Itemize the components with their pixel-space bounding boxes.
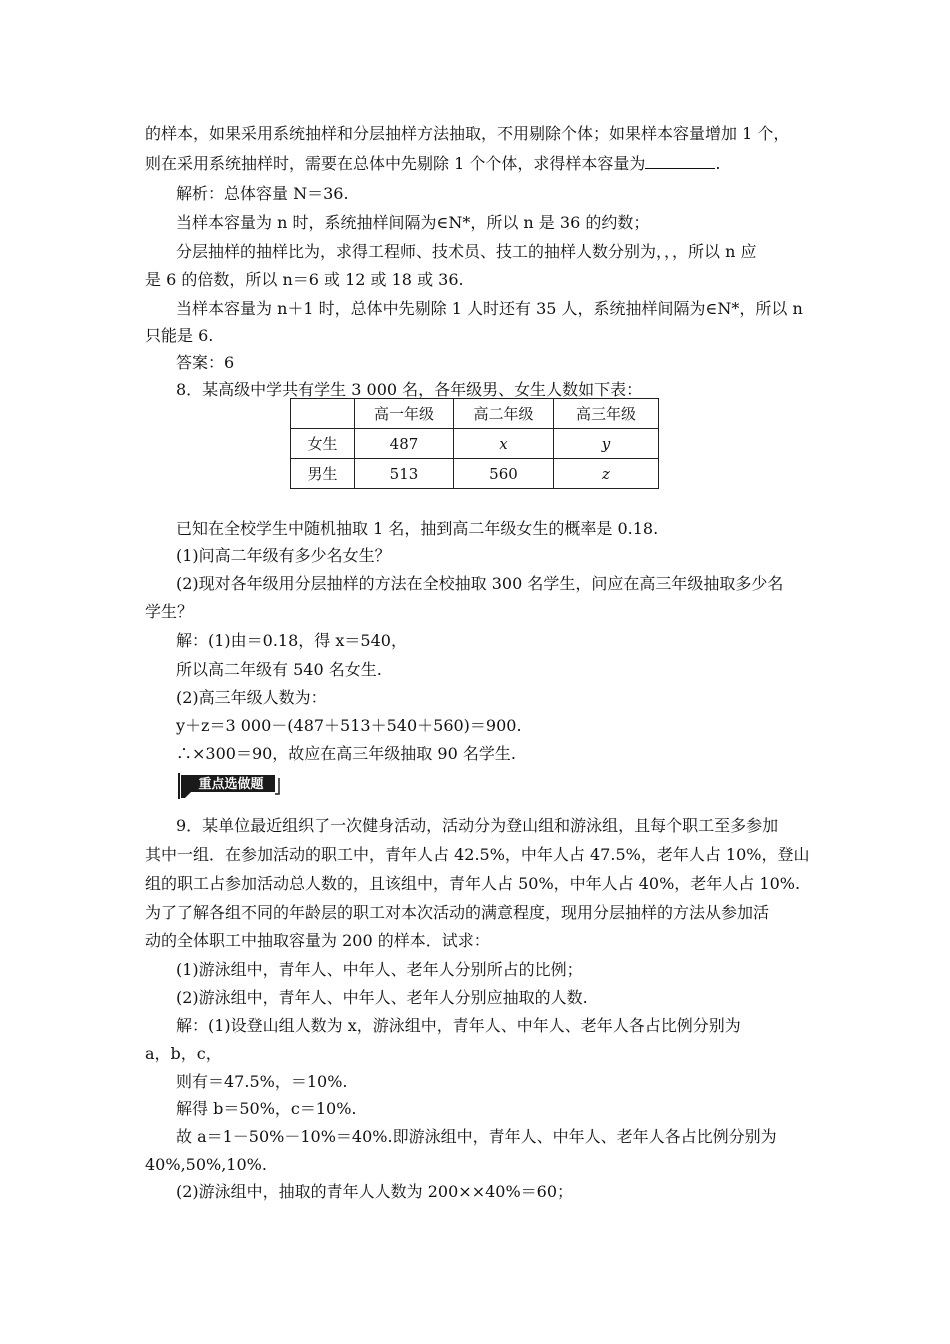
text-line: 已知在全校学生中随机抽取 1 名，抽到高二年级女生的概率是 0.18. [176,519,659,538]
text-line: 只能是 6. [145,326,214,345]
table-cell: 高一年级 [355,399,454,429]
text-line: 组的职工占参加活动总人数的，且该组中，青年人占 50%，中年人占 40%，老年人占 10%. [145,874,801,893]
text-line: 学生？ [145,602,194,621]
table-cell [291,399,355,429]
text-line: (2)游泳组中，青年人、中年人、老年人分别应抽取的人数. [176,988,588,1007]
table-cell: 高二年级 [454,399,554,429]
text-line: ∴×300＝90，故应在高三年级抽取 90 名学生. [176,744,516,763]
answer-blank [645,154,715,169]
table-cell: 487 [355,429,454,459]
text-line: 解析：总体容量 N＝36. [176,184,349,203]
text-line: (2)现对各年级用分层抽样的方法在全校抽取 300 名学生，问应在高三年级抽取多少名 [176,574,784,593]
table-row [291,459,659,489]
text-line: y＋z＝3 000－(487＋513＋540＋560)＝900. [176,716,522,735]
table-cell: z [554,459,659,489]
table-cell: 女生 [291,429,355,459]
table-cell: 513 [355,459,454,489]
text-line: 当样本容量为 n＋1 时，总体中先剔除 1 人时还有 35 人，系统抽样间隔为∈N*，所以 n [176,299,803,318]
text-line: 则有＝47.5%，＝10%. [176,1072,348,1091]
section-tag-banner [177,772,281,800]
table-cell: y [554,429,659,459]
text-line: (2)游泳组中，抽取的青年人人数为 200××40%＝60； [176,1182,574,1201]
table-cell: 560 [454,459,554,489]
student-count-table [290,398,659,489]
text-line: (1)问高二年级有多少名女生？ [176,546,391,565]
text-line: 其中一组．在参加活动的职工中，青年人占 42.5%，中年人占 47.5%，老年人占 10%，登山 [145,845,810,864]
text-line: 答案：6 [176,353,235,372]
table-cell: 男生 [291,459,355,489]
text-line: 是 6 的倍数，所以 n＝6 或 12 或 18 或 36. [145,270,464,289]
text-line: 动的全体职工中抽取容量为 200 的样本．试求： [145,931,490,950]
text-line: (2)高三年级人数为： [176,688,327,707]
text-line: 则在采用系统抽样时，需要在总体中先剔除 1 个个体，求得样本容量为 . [145,154,721,173]
text-line: 分层抽样的抽样比为，求得工程师、技术员、技工的抽样人数分别为，，，所以 n 应 [176,242,757,261]
text-line: 的样本，如果采用系统抽样和分层抽样方法抽取，不用剔除个体；如果样本容量增加 1 个， [145,124,790,143]
text-line: 故 a＝1－50%－10%＝40%.即游泳组中，青年人、中年人、老年人各占比例分别为 [176,1127,777,1146]
text-line: a，b，c， [145,1044,222,1063]
section-tag-text: 重点选做题 [198,777,264,792]
table-cell: 高三年级 [554,399,659,429]
text-line: 所以高二年级有 540 名女生. [176,660,382,679]
text-line: 40%,50%,10%. [145,1155,267,1174]
table-cell: x [454,429,554,459]
text-line: 解得 b＝50%，c＝10%. [176,1099,357,1118]
table-header-row [291,399,659,429]
text-line: 为了了解各组不同的年龄层的职工对本次活动的满意程度，现用分层抽样的方法从参加活 [145,903,770,922]
text-line: 当样本容量为 n 时，系统抽样间隔为∈N*，所以 n 是 36 的约数； [176,213,650,232]
question-9: 9．某单位最近组织了一次健身活动，活动分为登山组和游泳组，且每个职工至多参加 [176,816,779,835]
text-line: (1)游泳组中，青年人、中年人、老年人分别所占的比例； [176,960,583,979]
table-row [291,429,659,459]
text-line: 解：(1)由＝0.18，得 x＝540， [176,631,407,650]
text-line: 解：(1)设登山组人数为 x，游泳组中，青年人、中年人、老年人各占比例分别为 [176,1016,741,1035]
question-8: 8．某高级中学共有学生 3 000 名，各年级男、女生人数如下表： [176,380,643,399]
